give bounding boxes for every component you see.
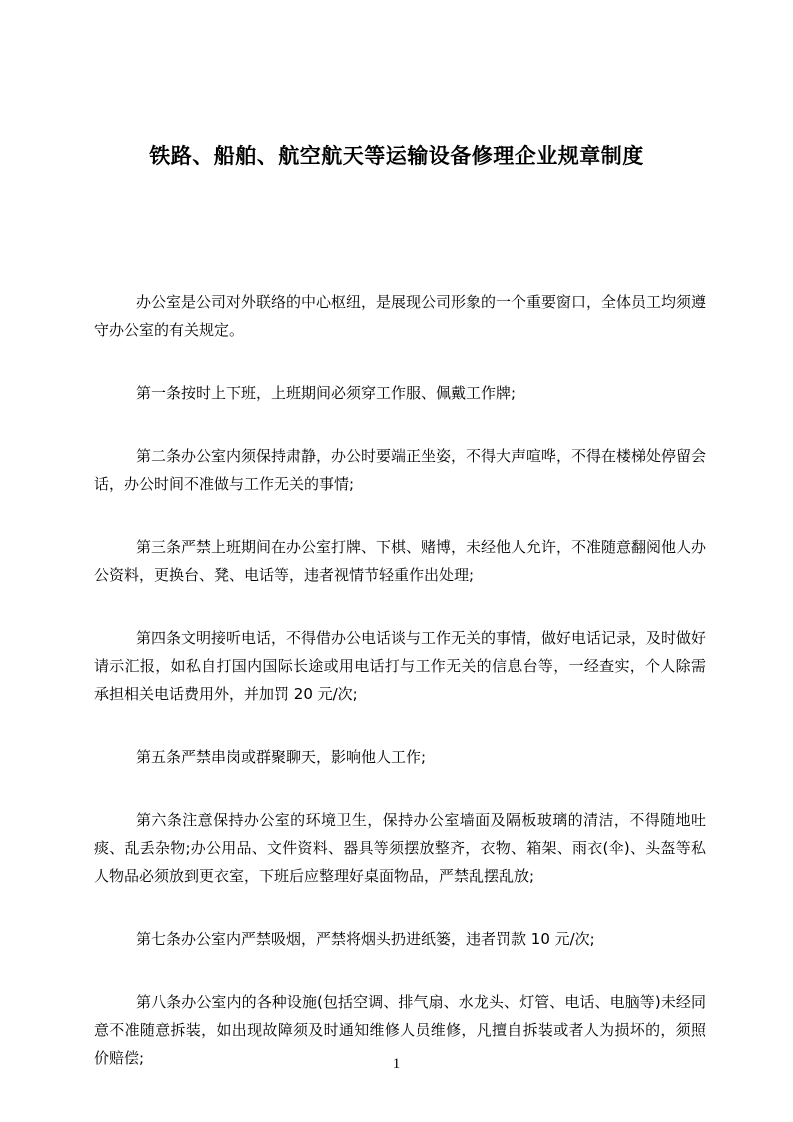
document-body xyxy=(94,288,706,1107)
article-7-paragraph: 第七条办公室内严禁吸烟，严禁将烟头扔进纸篓，违者罚款 10 元/次; xyxy=(136,930,595,948)
document-title: 铁路、船舶、航空航天等运输设备修理企业规章制度 xyxy=(149,144,644,168)
article-4-paragraph: 第四条文明接听电话，不得借办公电话谈与工作无关的事情，做好电话记录，及时做好请示汇报，如私自打国内国际长途或用电话打与工作无关的信息台等，一经查实，个人除需承担相关电话费用外，并加罚 20 元/次; xyxy=(94,629,707,703)
article-3-paragraph: 第三条严禁上班期间在办公室打牌、下棋、赌博，未经他人允许，不准随意翻阅他人办公资料，更换台、凳、电话等，违者视情节轻重作出处理; xyxy=(94,538,707,584)
page-number: 1 xyxy=(392,1056,401,1072)
article-2-paragraph: 第二条办公室内须保持肃静，办公时要端正坐姿，不得大声喧哗，不得在楼梯处停留会话，办公时间不准做与工作无关的事情; xyxy=(94,447,707,493)
article-1-paragraph: 第一条按时上下班，上班期间必须穿工作服、佩戴工作牌; xyxy=(136,384,517,402)
intro-paragraph: 办公室是公司对外联络的中心枢纽，是展现公司形象的一个重要窗口，全体员工均须遵守办公室的有关规定。 xyxy=(94,293,707,339)
article-6-paragraph: 第六条注意保持办公室的环境卫生，保持办公室墙面及隔板玻璃的清洁，不得随地吐痰、乱丢杂物;办公用品、文件资料、器具等须摆放整齐，衣物、箱架、雨衣(伞)、头盔等私人物品必须放到更衣室，下班后应整理好桌面物品，严禁乱摆乱放; xyxy=(94,811,706,885)
article-5-paragraph: 第五条严禁串岗或群聚聊天，影响他人工作; xyxy=(136,748,427,766)
article-8-paragraph: 第八条办公室内的各种设施(包括空调、排气扇、水龙头、灯管、电话、电脑等)未经同意不准随意拆装，如出现故障须及时通知维修人员维修，凡擅自拆装或者人为损坏的，须照价赔偿; xyxy=(94,993,706,1067)
